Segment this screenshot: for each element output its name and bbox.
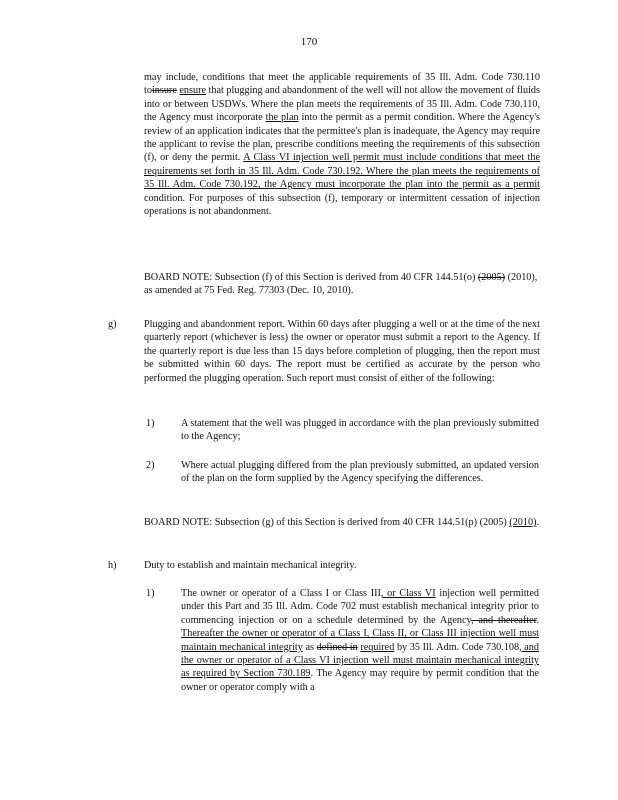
deleted-text: , and thereafter [470, 614, 537, 626]
text-run: The owner or operator of a Class I or Class III [181, 588, 381, 599]
text-run: . [536, 614, 539, 626]
text-run: (2010), as amended at 75 Fed. Reg. 77303 (Dec. 10, 2010). [144, 272, 538, 297]
text-run: as [302, 641, 317, 653]
page-number: 170 [300, 36, 318, 48]
deleted-text: defined in [316, 641, 358, 653]
inserted-text: , or Class VI [380, 588, 436, 599]
deleted-text: (2005) [477, 272, 506, 283]
subsection-f-continuation [144, 71, 540, 218]
inserted-text: the plan [265, 112, 299, 124]
g-item-1-marker: 1) [146, 418, 155, 429]
text-run: BOARD NOTE: Subsection (f) of this Section is derived from 40 CFR 144.51(o) [144, 272, 478, 283]
subsection-g-marker: g) [108, 319, 117, 330]
text-run: . [536, 517, 540, 528]
text-run: injection well permitted under this Part and 35 Ill. Adm. Code 702 must establish mechanical integrity prior to commencing injection or on a schedule determined by the Agency [181, 588, 539, 626]
inserted-text: ensure [179, 85, 206, 97]
g-item-2-text: Where actual plugging differed from the plan previously submitted, an updated version of the plan on the form supplied by the Agency specifying the differences. [181, 460, 539, 485]
inserted-text: required [360, 641, 395, 653]
h-item-1-text [181, 587, 539, 694]
text-run: into the permit as a permit condition. Where the Agency's review of an application indicates that the permittee's plan is inadequate, the Agency may require the applicant to revise the plan, prescribe conditions meeting the requirements of this subsection (f), or deny the permit. [144, 112, 540, 164]
subsection-g-text: Plugging and abandonment report. Within 60 days after plugging a well or at the time of the next quarterly report (whichever is less) the owner or operator must submit a report to the Agency. If the quarterly report is due less than 15 days before completion of plugging, then the report must be submitted within 60 days. The report must be certified as accurate by the person who performed the plugging operation. Such report must consist of either of the following: [144, 319, 540, 384]
subsection-h-title: Duty to establish and maintain mechanical integrity. [144, 560, 357, 571]
text-run: may include, conditions that meet the applicable requirements of 35 Ill. Adm. Code 730.110 to [144, 72, 540, 97]
text-run: . The Agency may require by permit condition that the owner or operator comply with a [181, 668, 540, 693]
text-run: BOARD NOTE: Subsection (g) of this Section is derived from 40 CFR 144.51(p) (2005) [144, 517, 510, 528]
text-run: condition. For purposes of this subsection (f), temporary or intermittent cessation of injection operations is not abandonment. [144, 192, 540, 218]
text-run: by 35 Ill. Adm. Code 730.108 [394, 641, 520, 653]
deleted-text: insure [151, 85, 177, 97]
inserted-text: (2010) [509, 517, 537, 528]
board-note-g [144, 516, 540, 529]
inserted-text: Thereafter the owner or operator of a Class I, Class II, or Class III injection well must maintain mechanical integrity [181, 628, 539, 653]
subsection-h-marker: h) [108, 560, 117, 571]
g-item-1-text: A statement that the well was plugged in accordance with the plan previously submitted to the Agency; [181, 418, 539, 443]
inserted-text: , and the owner or operator of a Class VI injection well must maintain mechanical integrity as required by Section 730.189 [181, 641, 539, 680]
board-note-f [144, 271, 540, 298]
inserted-text: A Class VI injection well permit must include conditions that meet the requirements set forth in 35 Ill. Adm. Code 730.192. Where the plan meets the requirements of 35 Ill. Adm. Code 730.192, the Agency must incorporate the plan into the permit as a permit [144, 152, 540, 191]
text-run: that plugging and abandonment of the well will not allow the movement of fluids into or between USDWs. Where the plan meets the requirements of 35 Ill. Adm. Code 730.110, the Agency must incorporate [144, 85, 540, 124]
g-item-2-marker: 2) [146, 460, 155, 471]
h-item-1-marker: 1) [146, 588, 155, 599]
